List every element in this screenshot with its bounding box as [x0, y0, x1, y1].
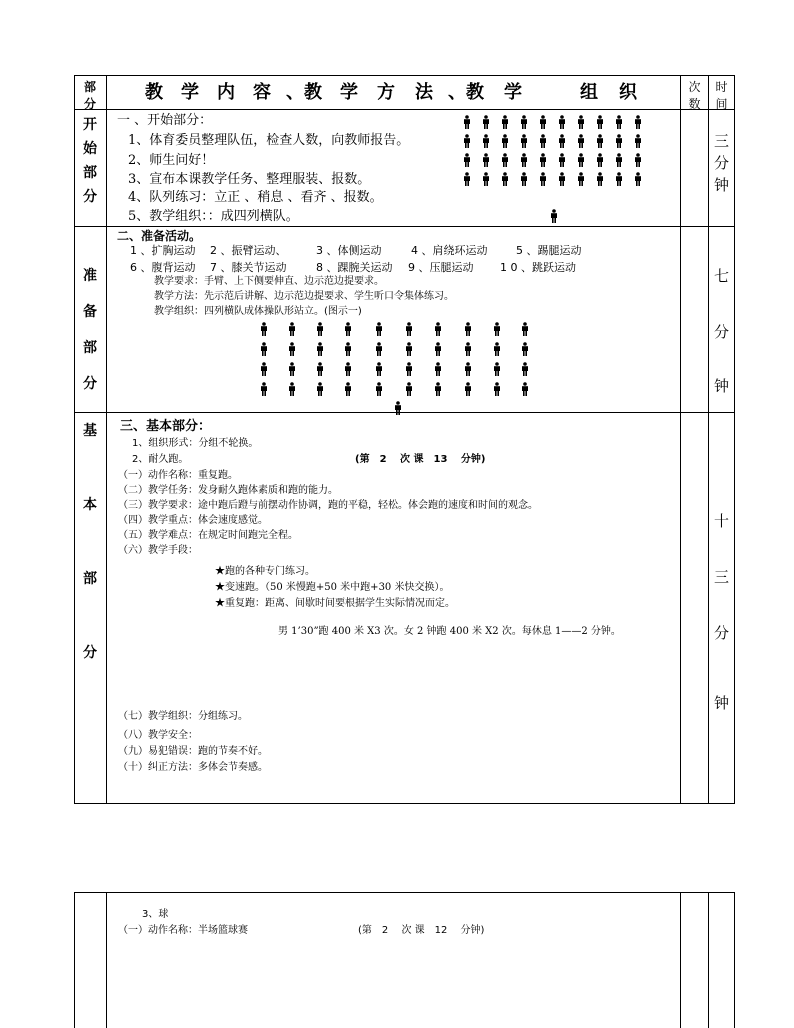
- exercise-item: 3 、体侧运动: [316, 244, 382, 257]
- student-figure-icon: [375, 361, 383, 375]
- student-figure-icon: [596, 152, 604, 166]
- detail-item: （三）教学要求：途中跑后蹬与前摆动作协调，跑的平稳，轻松。体会跑的速度和时间的观念。: [118, 500, 538, 511]
- student-figure-icon: [375, 321, 383, 335]
- col-divider: [680, 75, 681, 804]
- lesson-info: (第 2 次 课 13 分钟): [355, 454, 486, 465]
- student-figure-icon: [482, 152, 490, 166]
- exercise-item: 5 、踢腿运动: [516, 244, 582, 257]
- table-border-right: [734, 75, 735, 804]
- student-figure-icon: [434, 341, 442, 355]
- student-figure-icon: [615, 171, 623, 185]
- student-figure-icon: [482, 114, 490, 128]
- student-figure-icon: [520, 152, 528, 166]
- student-figure-icon: [577, 152, 585, 166]
- exercise-item: 9 、压腿运动: [408, 261, 474, 274]
- student-figure-icon: [501, 171, 509, 185]
- detail-item: （十）纠正方法：多体会节奏感。: [118, 762, 268, 773]
- student-figure-icon: [521, 341, 529, 355]
- exercise-item: 6 、腹背运动: [130, 261, 196, 274]
- student-figure-icon: [521, 321, 529, 335]
- student-figure-icon: [288, 381, 296, 395]
- detail-item: （四）教学重点：体会速度感觉。: [118, 515, 268, 526]
- student-figure-icon: [615, 133, 623, 147]
- table-border-left: [74, 892, 75, 1028]
- exercise-item: 8 、踝腕关运动: [316, 261, 393, 274]
- col-divider: [680, 892, 681, 1028]
- section2-duration: 七 分 钟: [713, 267, 729, 395]
- section3-heading: 三、基本部分：: [120, 419, 212, 434]
- student-figure-icon: [464, 341, 472, 355]
- teaching-requirement: 教学要求：手臂、上下侧要伸直、边示范边提要求。: [154, 276, 384, 287]
- student-figure-icon: [288, 341, 296, 355]
- student-figure-icon: [482, 171, 490, 185]
- student-figure-icon: [260, 381, 268, 395]
- student-figure-icon: [405, 321, 413, 335]
- exercise-item: 4 、肩绕环运动: [411, 244, 488, 257]
- exercise-item: 2 、振臂运动、: [210, 244, 287, 257]
- student-figure-icon: [615, 152, 623, 166]
- student-figure-icon: [434, 381, 442, 395]
- student-figure-icon: [463, 114, 471, 128]
- section3-side-label: 基 本 部 分: [83, 423, 97, 661]
- student-figure-icon: [558, 152, 566, 166]
- student-figure-icon: [558, 171, 566, 185]
- col-divider: [106, 75, 107, 804]
- student-figure-icon: [493, 381, 501, 395]
- student-figure-icon: [405, 381, 413, 395]
- section1-item: 5、教学组织：：成四列横队。: [128, 209, 299, 224]
- row-divider: [74, 109, 735, 110]
- student-figure-icon: [521, 361, 529, 375]
- student-figure-icon: [260, 341, 268, 355]
- student-figure-icon: [539, 152, 547, 166]
- exercise-item: 1 、扩胸运动: [130, 244, 196, 257]
- student-figure-icon: [464, 361, 472, 375]
- col-divider: [106, 892, 107, 1028]
- student-figure-icon: [596, 114, 604, 128]
- run-title: 2、耐久跑。: [132, 454, 189, 465]
- student-figure-icon: [501, 114, 509, 128]
- student-figure-icon: [493, 361, 501, 375]
- student-figure-icon: [344, 341, 352, 355]
- section1-item: 4、队列练习：立正 、稍息 、看齐 、报数。: [128, 190, 383, 205]
- teaching-organization: 教学组织：四列横队成体操队形站立。(图示一): [154, 306, 362, 317]
- student-figure-icon: [434, 321, 442, 335]
- student-figure-icon: [316, 321, 324, 335]
- header-times-label: 次 数: [688, 80, 701, 111]
- student-figure-icon: [344, 321, 352, 335]
- section1-duration: 三 分 钟: [713, 132, 729, 194]
- student-figure-icon: [520, 133, 528, 147]
- col-divider: [708, 892, 709, 1028]
- detail-item: （九）易犯错误：跑的节奏不好。: [118, 746, 268, 757]
- student-figure-icon: [482, 133, 490, 147]
- student-figure-icon: [316, 341, 324, 355]
- detail-item: （八）教学安全：: [118, 730, 198, 741]
- section2-heading: 二、准备活动。: [117, 229, 202, 243]
- student-figure-icon: [596, 171, 604, 185]
- student-figure-icon: [634, 152, 642, 166]
- student-figure-icon: [405, 361, 413, 375]
- table-border-right: [734, 892, 735, 1028]
- table-border-top: [74, 892, 735, 893]
- student-figure-icon: [260, 361, 268, 375]
- table-border-left: [74, 75, 75, 804]
- org-form: 1、组织形式：分组不轮换。: [132, 438, 259, 449]
- student-figure-icon: [405, 341, 413, 355]
- student-figure-icon: [260, 321, 268, 335]
- student-figure-icon: [615, 114, 623, 128]
- student-figure-icon: [539, 114, 547, 128]
- student-figure-icon: [520, 114, 528, 128]
- means-item: ★跑的各种专门练习。: [215, 566, 315, 577]
- student-figure-icon: [501, 133, 509, 147]
- student-figure-icon: [316, 361, 324, 375]
- student-figure-icon: [464, 321, 472, 335]
- exercise-item: 1 0 、跳跃运动: [500, 261, 576, 274]
- exercise-item: 7 、膝关节运动: [210, 261, 287, 274]
- means-item: ★变速跑。（50 米慢跑+50 米中跑+30 米快交换）。: [215, 582, 450, 593]
- student-figure-icon: [463, 171, 471, 185]
- detail-item: （六）教学手段：: [118, 545, 198, 556]
- student-figure-icon: [288, 361, 296, 375]
- student-figure-icon: [558, 133, 566, 147]
- detail-item: （七）教学组织：分组练习。: [118, 711, 248, 722]
- section1-item: 1、体育委员整理队伍，检查人数，向教师报告。: [128, 133, 410, 148]
- student-figure-icon: [520, 171, 528, 185]
- table-border-top: [74, 75, 735, 76]
- student-figure-icon: [577, 171, 585, 185]
- section1-item: 2、师生问好！: [128, 153, 215, 168]
- run-plan: 男 1’30”跑 400 米 X3 次。女 2 钟跑 400 米 X2 次。每休息 1——2 分钟。: [278, 626, 621, 637]
- student-figure-icon: [344, 361, 352, 375]
- student-figure-icon: [463, 133, 471, 147]
- student-figure-icon: [434, 361, 442, 375]
- student-figure-icon: [501, 152, 509, 166]
- ball-title: 3、球: [142, 909, 169, 920]
- student-figure-icon: [558, 114, 566, 128]
- section3-duration: 十 三 分 钟: [713, 512, 729, 712]
- student-figure-icon: [344, 381, 352, 395]
- section1-side-label: 开 始 部 分: [83, 117, 97, 205]
- means-item: ★重复跑：距离、间歇时间要根据学生实际情况而定。: [215, 598, 455, 609]
- student-figure-icon: [316, 381, 324, 395]
- detail-item: （一）动作名称：重复跑。: [118, 470, 238, 481]
- teaching-method: 教学方法：先示范后讲解、边示范边提要求、学生听口令集体练习。: [154, 291, 454, 302]
- ball-action: （一）动作名称：半场篮球赛: [118, 925, 248, 936]
- student-figure-icon: [493, 321, 501, 335]
- ball-lesson-info: (第 2 次 课 12 分钟): [358, 925, 485, 936]
- student-figure-icon: [634, 114, 642, 128]
- row-divider: [74, 412, 735, 413]
- student-figure-icon: [463, 152, 471, 166]
- table-border-bottom: [74, 803, 735, 804]
- detail-item: （二）教学任务：发身耐久跑体素质和跑的能力。: [118, 485, 338, 496]
- student-figure-icon: [539, 171, 547, 185]
- student-figure-icon: [375, 341, 383, 355]
- teacher-figure-icon: [550, 208, 558, 222]
- detail-item: （五）教学难点：在规定时间跑完全程。: [118, 530, 298, 541]
- section2-side-label: 准 备 部 分: [83, 268, 97, 392]
- student-figure-icon: [539, 133, 547, 147]
- student-figure-icon: [521, 381, 529, 395]
- student-figure-icon: [288, 321, 296, 335]
- student-figure-icon: [634, 171, 642, 185]
- student-figure-icon: [596, 133, 604, 147]
- section1-heading: 一 、开始部分：: [117, 113, 213, 128]
- student-figure-icon: [577, 114, 585, 128]
- row-divider: [74, 226, 735, 227]
- header-duration-label: 时 间: [715, 80, 728, 111]
- student-figure-icon: [493, 341, 501, 355]
- header-part-label: 部 分: [83, 80, 96, 111]
- student-figure-icon: [634, 133, 642, 147]
- student-figure-icon: [577, 133, 585, 147]
- section1-item: 3、宣布本课教学任务、整理服装、报数。: [128, 172, 371, 187]
- student-figure-icon: [375, 381, 383, 395]
- student-figure-icon: [464, 381, 472, 395]
- teacher-figure-icon: [394, 400, 402, 414]
